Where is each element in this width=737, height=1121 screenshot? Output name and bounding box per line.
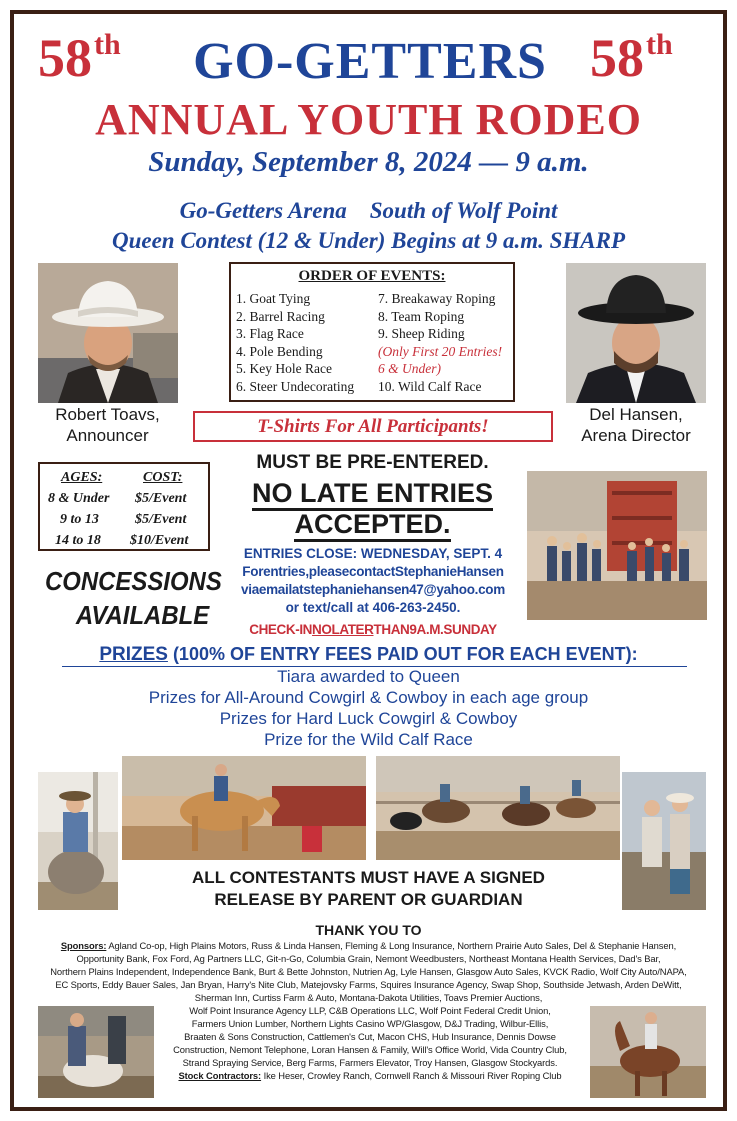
ages-cost-box [38,462,210,551]
age-range: 8 & Under [48,491,110,506]
contact-phone: or text/call at 406-263-2450. [285,600,461,615]
entries-close: ENTRIES CLOSE: WEDNESDAY, SEPT. 4 [243,546,503,561]
calf-roping-photo [38,1006,154,1098]
stock-contractors-label: Stock Contractors: [178,1070,262,1081]
sponsor-line [30,939,707,952]
age-cost: $5/Event [135,512,187,527]
concessions-line1: CONCESSIONS [45,566,222,596]
contact-line: Forentries,pleasecontactStephanieHansen [242,564,504,579]
events-column-2 [378,290,502,396]
queen-contest-note: Queen Contest (12 & Under) Begins at 9 a.m. SHARP [111,228,626,253]
sponsor-line: Strand Spraying Service, Berg Farms, Farmers Elevator, Troy Hansen, Glasgow Stockyards. [182,1057,558,1068]
stock-contractors-text: Ike Heser, Crowley Ranch, Cornwell Ranch & Missouri River Roping Club [261,1070,562,1081]
event-item: 2. Barrel Racing [236,308,325,324]
sponsors-top [30,939,707,1004]
sponsor-line: Braaten & Sons Construction, Cattlemen's Cut, Macon CHS, Hub Insurance, Dennis Dowse [184,1031,556,1042]
check-in-text: CHECK-IN [249,622,313,637]
age-range: 14 to 18 [55,533,101,548]
concessions-line2: AVAILABLE [75,599,210,630]
event-item: 5. Key Hole Race [236,361,332,377]
sponsor-line: Opportunity Bank, Fox Ford, Ag Partners LLC, Git-n-Go, Columbia Grain, Nemont Weedbusters, Northeast Montana Health Services, Dad's Bar, [76,953,661,964]
announcer-caption [30,405,185,446]
event-item: 9. Sheep Riding [378,326,465,342]
check-in-time: THAN9A.M.SUNDAY [373,622,497,637]
ages-header: AGES: [61,470,103,485]
prize-item: Prizes for All-Around Cowgirl & Cowboy in each age group [148,688,589,707]
release-notice [40,867,697,911]
cost-header: COST: [143,470,183,485]
no-late-line2: ACCEPTED. [294,509,450,542]
check-in-notice [213,622,533,637]
no-late-line1: NO LATE ENTRIES [252,478,493,511]
prizes-subtitle: (100% OF ENTRY FEES PAID OUT FOR EACH EVENT): [167,644,638,664]
announcer-name: Robert Toavs, [55,405,160,424]
sponsor-line: Northern Plains Independent, Independence Bank, Burt & Bette Johnston, Nutrien Ag, Lyle Hansen, Glasgow Auto Sales, KVCK Radio, Wolf City Auto/NAPA, [50,966,687,977]
thank-you-title: THANK YOU TO [315,922,422,938]
age-range: 9 to 13 [60,512,99,527]
no-late-entries-notice [215,478,530,540]
entries-info [213,545,533,617]
event-item: 1. Goat Tying [236,291,311,306]
contact-email: viaemailatstephaniehansen47@yahoo.com [241,582,505,597]
prize-item: Tiara awarded to Queen [277,667,460,686]
arena-director-role: Arena Director [581,425,691,445]
event-title: GO-GETTERS [193,33,547,90]
event-venue: Go-Getters Arena South of Wolf Point [179,198,558,223]
horseback-arena-photo [376,756,620,860]
prizes-list [40,666,697,750]
release-line2: RELEASE BY PARENT OR GUARDIAN [214,890,523,909]
announcer-photo [38,263,178,403]
check-in-emphasis: NOLATER [312,622,374,637]
barrel-racing-photo [122,756,366,860]
event-item: 4. Pole Bending [236,343,323,359]
prizes-title: PRIZES [99,644,168,665]
rider-horse-photo [590,1006,706,1098]
concessions-notice [45,565,220,633]
announcer-role: Announcer [66,425,149,445]
sponsors-bottom [150,1004,590,1082]
events-column-1 [236,290,354,396]
release-line1: ALL CONTESTANTS MUST HAVE A SIGNED [192,868,545,887]
sponsor-line: EC Sports, Eddy Bauer Sales, Jan Bryan, Harry's Nite Club, Matejovsky Farms, Squires Insurance Agency, Swap Shop, Southside Jetwash, Arden DeWitt, [55,979,682,990]
anniversary-number-right: 58th [590,28,673,88]
order-of-events-box [229,262,515,402]
arena-director-photo [566,263,706,403]
sponsor-text: Agland Co-op, High Plains Motors, Russ & Linda Hansen, Fleming & Long Insurance, Northern Prairie Auto Sales, Del & Stephanie Hansen, [106,940,677,951]
event-item: 6. Steer Undecorating [236,378,355,394]
prize-item: Prize for the Wild Calf Race [264,730,473,749]
arena-director-caption [555,405,717,446]
age-cost: $5/Event [135,491,187,506]
event-item: 10. Wild Calf Race [378,378,482,394]
rodeo-crowd-photo [527,471,707,620]
event-item: 8. Team Roping [378,308,465,324]
sheep-riding-note: (Only First 20 Entries! [378,343,503,359]
tshirt-banner: T-Shirts For All Participants! [193,411,553,442]
sponsors-label: Sponsors: [60,940,107,951]
event-item: 3. Flag Race [236,326,304,342]
event-subtitle: ANNUAL YOUTH RODEO [95,95,642,144]
sponsor-line: Farmers Union Lumber, Northern Lights Casino WP/Glasgow, D&J Trading, Wilbur-Ellis, [191,1018,549,1029]
pre-entered-notice: MUST BE PRE-ENTERED. [256,452,489,473]
order-of-events-title: ORDER OF EVENTS: [298,268,446,284]
stock-contractors-line [150,1069,590,1082]
age-cost: $10/Event [130,533,189,548]
sponsor-line: Wolf Point Insurance Agency LLP, C&B Operations LLC, Wolf Point Federal Credit Union, [189,1005,551,1016]
prizes-heading [40,644,697,666]
prize-item: Prizes for Hard Luck Cowgirl & Cowboy [219,709,518,728]
event-date: Sunday, September 8, 2024 — 9 a.m. [148,146,589,178]
sheep-riding-note-age: 6 & Under) [378,361,441,377]
event-item: 7. Breakaway Roping [378,291,496,306]
arena-director-name: Del Hansen, [589,405,683,424]
sponsor-line: Sherman Inn, Curtiss Farm & Auto, Montana-Dakota Utilities, Toavs Premier Auctions, [194,992,543,1003]
sponsor-line: Construction, Nemont Telephone, Loran Hansen & Family, Will's Office World, Vida Country Club, [173,1044,567,1055]
anniversary-number-left: 58th [38,28,121,88]
